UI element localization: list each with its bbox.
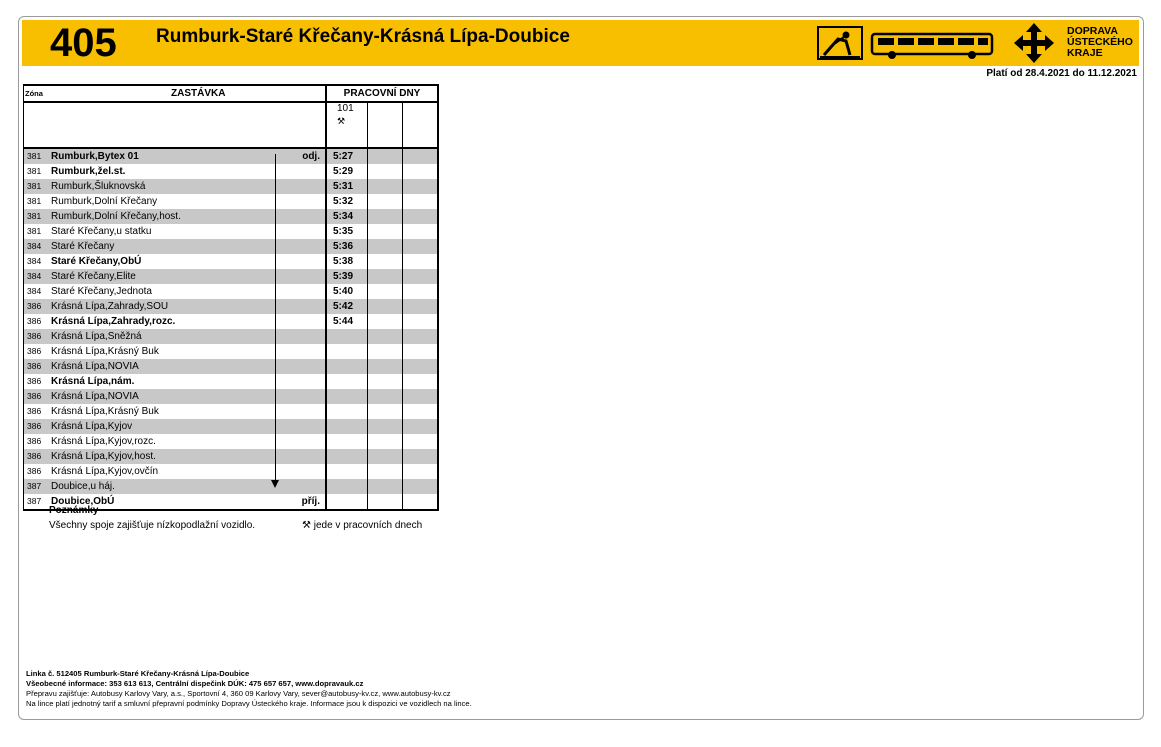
- zone-cell: 386: [24, 449, 52, 464]
- zone-cell: 386: [24, 404, 52, 419]
- pictograms: [816, 25, 996, 66]
- stop-name: Krásná Lípa,Kyjov,ovčín: [51, 466, 159, 477]
- departure-time: 5:31: [326, 179, 368, 194]
- departure-time: [326, 494, 368, 510]
- stop-name: Krásná Lípa,Krásný Buk: [51, 406, 159, 417]
- empty-trip-cell: [368, 374, 403, 389]
- zone-cell: 387: [24, 494, 52, 510]
- empty-trip-cell: [368, 389, 403, 404]
- zone-cell: 386: [24, 359, 52, 374]
- empty-trip-cell: [368, 494, 403, 510]
- stop-header: ZASTÁVKA: [51, 85, 326, 102]
- footer-tariff: Na lince platí jednotný tarif a smluvní přepravní podmínky Dopravy Ústeckého kraje. Informace jsou k dispozici ve vozidlech na lince.: [26, 699, 472, 708]
- departure-time: 5:27: [326, 148, 368, 164]
- days-header: PRACOVNÍ DNY: [326, 85, 438, 102]
- empty-trip-cell: [368, 239, 403, 254]
- empty-trip-cell: [403, 269, 439, 284]
- stop-marker: [296, 269, 326, 284]
- empty-trip-cell: [403, 494, 439, 510]
- table-row: [24, 479, 439, 494]
- zone-cell: 386: [24, 374, 52, 389]
- stop-marker: odj.: [296, 148, 326, 164]
- stop-name: Staré Křečany,Jednota: [51, 286, 152, 297]
- footer-contact: Všeobecné informace: 353 613 613, Centrální dispečink DÚK: 475 657 657, www.dopravauk.cz: [26, 679, 364, 688]
- empty-trip-cell: [403, 389, 439, 404]
- zone-cell: 384: [24, 269, 52, 284]
- zone-cell: 384: [24, 284, 52, 299]
- departure-time: [326, 344, 368, 359]
- stop-name: Krásná Lípa,nám.: [51, 376, 135, 387]
- empty-trip-cell: [368, 284, 403, 299]
- table-row: [24, 164, 439, 179]
- empty-trip-cell: [403, 329, 439, 344]
- stop-name: Krásná Lípa,Zahrady,rozc.: [51, 316, 176, 327]
- departure-time: 5:38: [326, 254, 368, 269]
- empty-trip-cell: [403, 224, 439, 239]
- zone-cell: 387: [24, 479, 52, 494]
- stop-name: Staré Křečany,Elite: [51, 269, 296, 284]
- empty-trip-cell: [368, 224, 403, 239]
- empty-trip-cell: [368, 254, 403, 269]
- route-title: Rumburk-Staré Křečany-Krásná Lípa-Doubice: [156, 26, 570, 47]
- empty-trip-cell: [403, 209, 439, 224]
- stop-marker: [296, 299, 326, 314]
- empty-trip-cell: [403, 464, 439, 479]
- stop-marker: [296, 284, 326, 299]
- stop-marker: [296, 224, 326, 239]
- stop-marker: [296, 404, 326, 419]
- footer-line-info: Linka č. 512405 Rumburk-Staré Křečany-Krásná Lípa-Doubice: [26, 669, 250, 678]
- note-low-floor: Všechny spoje zajišťuje nízkopodlažní vozidlo.: [49, 520, 256, 531]
- stop-name: Krásná Lípa,Kyjov: [51, 419, 296, 434]
- empty-trip-cell: [368, 329, 403, 344]
- zone-cell: 384: [24, 239, 52, 254]
- stop-marker: [296, 449, 326, 464]
- table-row: [24, 148, 439, 164]
- departure-time: 5:44: [326, 314, 368, 329]
- table-row: [24, 404, 439, 419]
- zone-cell: 381: [24, 148, 52, 164]
- empty-trip-cell: [368, 359, 403, 374]
- empty-trip-cell: [403, 148, 439, 164]
- departure-time: [326, 329, 368, 344]
- stop-marker: [296, 314, 326, 329]
- zone-cell: 384: [24, 254, 52, 269]
- departure-time: 5:42: [326, 299, 368, 314]
- stop-marker: [296, 479, 326, 494]
- timetable: [23, 84, 439, 511]
- table-row: [24, 209, 439, 224]
- empty-trip-cell: [368, 299, 403, 314]
- empty-trip-cell: [403, 344, 439, 359]
- logo-text: DOPRAVA ÚSTECKÉHO KRAJE: [1067, 25, 1133, 59]
- empty-trip-cell: [368, 194, 403, 209]
- stop-name: Krásná Lípa,Kyjov,rozc.: [51, 436, 156, 447]
- empty-trip-cell: [368, 209, 403, 224]
- stop-marker: [296, 344, 326, 359]
- stop-name: Rumburk,Dolní Křečany,host.: [51, 209, 296, 224]
- empty-trip-cell: [368, 344, 403, 359]
- empty-trip-cell: [403, 434, 439, 449]
- empty-trip-cell: [368, 419, 403, 434]
- stop-name: Krásná Lípa,Kyjov,host.: [51, 449, 296, 464]
- table-row: [24, 239, 439, 254]
- table-row: [24, 254, 439, 269]
- empty-trip-cell: [403, 419, 439, 434]
- table-row: [24, 419, 439, 434]
- stop-name: Rumburk,Šluknovská: [51, 179, 296, 194]
- table-row: [24, 194, 439, 209]
- empty-trip-cell: [403, 164, 439, 179]
- empty-trip-cell: [368, 449, 403, 464]
- empty-trip-cell: [368, 434, 403, 449]
- stop-marker: [296, 209, 326, 224]
- through-arrow: [275, 154, 276, 484]
- dopravauk-logo: [1010, 23, 1058, 68]
- stop-name: Krásná Lípa,Zahrady,SOU: [51, 299, 296, 314]
- zone-cell: 386: [24, 344, 52, 359]
- empty-trip-cell: [403, 194, 439, 209]
- note-workdays: ⚒ jede v pracovních dnech: [302, 520, 423, 531]
- stop-name: Staré Křečany,u statku: [51, 226, 152, 237]
- stop-marker: [296, 194, 326, 209]
- departure-time: [326, 389, 368, 404]
- workday-icon: ⚒: [337, 116, 346, 126]
- crossroads-arrows-icon: [1010, 23, 1058, 63]
- zone-cell: 381: [24, 209, 52, 224]
- table-row: [24, 269, 439, 284]
- table-row: [24, 359, 439, 374]
- footer-operator: Přepravu zajišťuje: Autobusy Karlovy Vary, a.s., Sportovní 4, 360 09 Karlovy Vary, sever@autobusy-kv.cz, www.autobusy-kv.cz: [26, 689, 451, 698]
- empty-trip-cell: [368, 479, 403, 494]
- empty-trip-cell: [368, 148, 403, 164]
- zone-cell: 386: [24, 329, 52, 344]
- footer: [26, 669, 472, 709]
- stop-name: Krásná Lípa,Sněžná: [51, 329, 296, 344]
- stop-name: Doubice,u háj.: [51, 479, 296, 494]
- stop-marker: [296, 464, 326, 479]
- zone-cell: 386: [24, 314, 52, 329]
- empty-trip-cell: [403, 284, 439, 299]
- zone-cell: 381: [24, 194, 52, 209]
- empty-trip-cell: [368, 314, 403, 329]
- departure-time: [326, 374, 368, 389]
- empty-trip-cell: [403, 239, 439, 254]
- zone-header: Zóna: [24, 85, 52, 102]
- empty-trip-cell: [403, 404, 439, 419]
- stop-marker: [296, 164, 326, 179]
- stop-name: Rumburk,Dolní Křečany: [51, 196, 158, 207]
- line-number: 405: [50, 21, 117, 65]
- empty-trip-cell: [368, 179, 403, 194]
- stop-marker: [296, 239, 326, 254]
- empty-trip-cell: [368, 464, 403, 479]
- table-row: [24, 284, 439, 299]
- departure-time: 5:34: [326, 209, 368, 224]
- table-row: [24, 344, 439, 359]
- zone-cell: 386: [24, 419, 52, 434]
- zone-cell: 381: [24, 224, 52, 239]
- departure-time: 5:40: [326, 284, 368, 299]
- stop-marker: [296, 329, 326, 344]
- validity-period: Platí od 28.4.2021 do 11.12.2021: [986, 68, 1137, 79]
- table-row: [24, 434, 439, 449]
- table-row: [24, 389, 439, 404]
- stop-name: Krásná Lípa,Krásný Buk: [51, 346, 159, 357]
- stop-marker: [296, 389, 326, 404]
- stop-name: Doubice,ObÚ: [51, 494, 296, 510]
- stop-marker: [296, 434, 326, 449]
- worker-bus-icon: [816, 25, 996, 61]
- table-row: [24, 224, 439, 239]
- zone-cell: 386: [24, 434, 52, 449]
- stop-name: Krásná Lípa,NOVIA: [51, 359, 296, 374]
- arrow-head-icon: [271, 480, 279, 488]
- empty-trip-cell: [403, 179, 439, 194]
- departure-time: [326, 449, 368, 464]
- stop-marker: [296, 419, 326, 434]
- table-row: [24, 464, 439, 479]
- departure-time: 5:29: [326, 164, 368, 179]
- empty-trip-cell: [368, 269, 403, 284]
- table-row: [24, 179, 439, 194]
- departure-time: 5:35: [326, 224, 368, 239]
- empty-trip-cell: [403, 254, 439, 269]
- notes-title: Poznámky: [49, 505, 99, 516]
- departure-time: [326, 404, 368, 419]
- empty-trip-cell: [403, 374, 439, 389]
- empty-trip-cell: [403, 479, 439, 494]
- empty-trip-cell: [368, 404, 403, 419]
- zone-cell: 381: [24, 164, 52, 179]
- departure-time: 5:36: [326, 239, 368, 254]
- stop-name: Rumburk,žel.st.: [51, 166, 126, 177]
- empty-trip-cell: [403, 449, 439, 464]
- stop-marker: [296, 179, 326, 194]
- stop-name: Staré Křečany: [51, 239, 296, 254]
- stop-marker: [296, 359, 326, 374]
- empty-trip-cell: [403, 359, 439, 374]
- stop-marker: [296, 254, 326, 269]
- trip-header: [326, 102, 368, 148]
- stop-name: Staré Křečany,ObÚ: [51, 256, 142, 267]
- zone-cell: 381: [24, 179, 52, 194]
- departure-time: 5:32: [326, 194, 368, 209]
- empty-trip-cell: [403, 299, 439, 314]
- stop-marker: příj.: [296, 494, 326, 510]
- table-row: [24, 374, 439, 389]
- empty-trip-cell: [403, 314, 439, 329]
- stop-marker: [296, 374, 326, 389]
- table-row: [24, 329, 439, 344]
- departure-time: 5:39: [326, 269, 368, 284]
- stop-name: Rumburk,Bytex 01: [51, 148, 296, 164]
- header-bar: [22, 20, 1139, 66]
- empty-trip-cell: [368, 164, 403, 179]
- zone-cell: 386: [24, 464, 52, 479]
- departure-time: [326, 434, 368, 449]
- departure-time: [326, 419, 368, 434]
- departure-time: [326, 479, 368, 494]
- table-row: [24, 449, 439, 464]
- stop-name: Krásná Lípa,NOVIA: [51, 389, 296, 404]
- table-row: [24, 299, 439, 314]
- departure-time: [326, 464, 368, 479]
- table-row: [24, 314, 439, 329]
- departure-time: [326, 359, 368, 374]
- zone-cell: 386: [24, 299, 52, 314]
- trip-number: 101: [337, 103, 354, 114]
- zone-cell: 386: [24, 389, 52, 404]
